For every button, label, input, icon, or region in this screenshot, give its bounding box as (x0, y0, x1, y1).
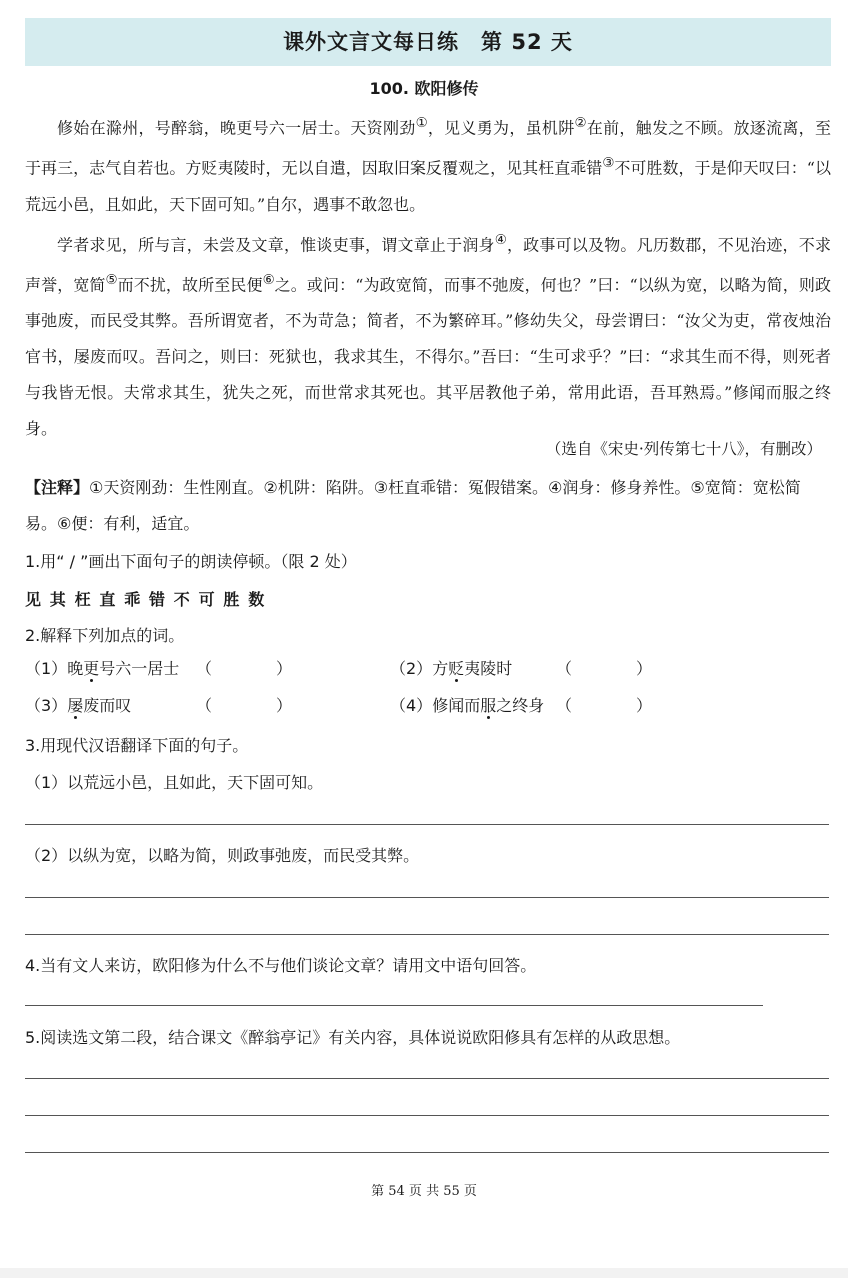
annotations-text: ①天资刚劲：生性刚直。②机阱：陷阱。③枉直乖错：冤假错案。④润身：修身养性。⑤宽简：宽松简易。⑥便：有利，适宜。 (25, 478, 801, 533)
q2-item-2-answer[interactable]: （ ） (556, 659, 653, 678)
answer-line[interactable] (25, 934, 829, 935)
answer-line[interactable] (25, 1152, 829, 1153)
answer-line[interactable] (25, 824, 829, 825)
answer-line[interactable] (25, 1115, 829, 1116)
question-5-prompt: 5.阅读选文第二段，结合课文《醉翁亭记》有关内容，具体说说欧阳修具有怎样的从政思想。 (25, 1028, 681, 1047)
paragraph-2: 学者求见，所与言，未尝及文章，惟谈吏事，谓文章止于润身④，政事可以及物。凡历数郡，不见治迹，不求声誉，宽简⑤而不扰，故所至民便⑥之。或问：“为政宽简，而事不弛废，何也？”曰：“以纵为宽，以略为简，则政事弛废，而民受其弊。吾所谓宽者，不为苛急；简者，不为繁碎耳。”修幼失父，母尝谓曰：“汝父为吏，常夜烛治官书，屡废而叹。吾问之，则曰：死狱也，我求其生，不得尔。”吾曰：“生可求乎？”曰：“求其生而不得，则死者与我皆无恨。夫常求其生，犹失之死，而世常求其死也。其平居教他子弟，常用此语，吾耳熟焉。”修闻而服之终身。 (25, 232, 831, 439)
question-2-prompt: 2.解释下列加点的词。 (25, 626, 185, 645)
page-header: 课外文言文每日练 第 52 天 (25, 18, 831, 66)
answer-line[interactable] (25, 897, 829, 898)
q2-item-3: （3）屡废而叹 (25, 696, 132, 715)
q2-item-4-answer[interactable]: （ ） (556, 696, 653, 715)
q2-item-1-answer[interactable]: （ ） (196, 659, 293, 678)
question-3-prompt: 3.用现代汉语翻译下面的句子。 (25, 736, 249, 755)
q2-item-1: （1）晚更号六一居士 (25, 659, 180, 678)
answer-line[interactable] (25, 1005, 763, 1006)
question-3-sentence-1: （1）以荒远小邑，且如此，天下固可知。 (25, 773, 324, 792)
annotations (25, 470, 831, 542)
answer-line[interactable] (25, 1078, 829, 1079)
passage (25, 106, 831, 447)
article-title: 100. 欧阳修传 (369, 79, 479, 98)
question-3-sentence-2: （2）以纵为宽，以略为简，则政事弛废，而民受其弊。 (25, 846, 420, 865)
paragraph-1: 修始在滁州，号醉翁，晚更号六一居士。天资刚劲①，见义勇为，虽机阱②在前，触发之不顾。放逐流离，至于再三，志气自若也。方贬夷陵时，无以自遣，因取旧案反覆观之，见其枉直乖错③不可胜数，于是仰天叹曰：“以荒远小邑，且如此，天下固可知。”自尔，遇事不敢忽也。 (25, 116, 832, 214)
question-1-sentence: 见其枉直乖错不可胜数 (25, 590, 274, 609)
question-1-prompt: 1.用“ / ”画出下面句子的朗读停顿。（限 2 处） (25, 552, 357, 571)
q2-item-3-answer[interactable]: （ ） (196, 696, 293, 715)
page-footer: 第 54 页 共 55 页 (371, 1184, 477, 1199)
source-citation: （选自《宋史·列传第七十八》，有删改） (545, 440, 822, 458)
question-4-prompt: 4.当有文人来访，欧阳修为什么不与他们谈论文章？请用文中语句回答。 (25, 956, 537, 975)
page-bottom-edge (0, 1268, 848, 1278)
q2-item-2: （2）方贬夷陵时 (390, 659, 513, 678)
annotations-label: 【注释】 (25, 478, 90, 497)
q2-item-4: （4）修闻而服之终身 (390, 696, 545, 715)
